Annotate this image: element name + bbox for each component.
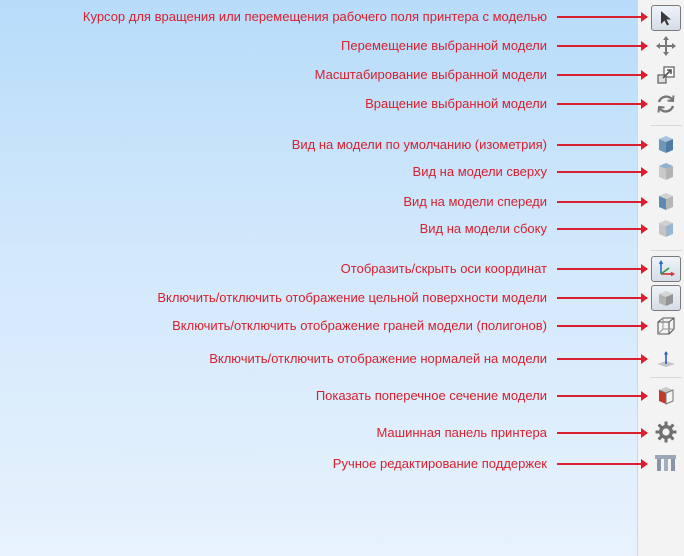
annotation-arrow xyxy=(557,228,647,230)
annotation-arrow xyxy=(557,358,647,360)
annotation-move: Перемещение выбранной модели xyxy=(341,38,547,53)
annotation-arrow xyxy=(557,432,647,434)
cursor-icon xyxy=(657,9,675,27)
normals-icon xyxy=(655,348,677,370)
annotation-cross-section: Показать поперечное сечение модели xyxy=(315,388,547,403)
toolbar-separator xyxy=(650,125,682,126)
gear-icon xyxy=(654,420,678,444)
cross-section-button[interactable] xyxy=(651,382,681,408)
supports-button[interactable] xyxy=(651,450,681,476)
annotation-arrow xyxy=(557,201,647,203)
annotation-view-iso: Вид на модели по умолчанию (изометрия) xyxy=(291,137,547,152)
view-side-button[interactable] xyxy=(651,215,681,241)
annotation-view-side: Вид на модели сбоку xyxy=(419,221,547,236)
view-top-cube-icon xyxy=(655,160,677,182)
annotation-view-front: Вид на модели спереди xyxy=(403,194,547,209)
view-iso-cube-icon xyxy=(655,133,677,155)
annotation-scale: Масштабирование выбранной модели xyxy=(314,67,547,82)
annotation-arrow xyxy=(557,325,647,327)
annotation-arrow xyxy=(557,297,647,299)
annotation-rotate: Вращение выбранной модели xyxy=(365,96,547,111)
axes-icon xyxy=(656,259,676,279)
annotation-printer-panel: Машинная панель принтера xyxy=(376,425,547,440)
view-iso-button[interactable] xyxy=(651,131,681,157)
supports-icon xyxy=(654,452,678,474)
view-side-cube-icon xyxy=(655,217,677,239)
annotation-arrow xyxy=(557,74,647,76)
annotation-arrow xyxy=(557,16,647,18)
rotate-icon xyxy=(654,92,678,116)
annotation-arrow xyxy=(557,395,647,397)
solid-surface-button[interactable] xyxy=(651,285,681,311)
annotation-arrow xyxy=(557,103,647,105)
annotation-arrow xyxy=(557,171,647,173)
scale-icon xyxy=(655,64,677,86)
annotation-supports: Ручное редактирование поддержек xyxy=(332,456,547,471)
annotation-axes: Отобразить/скрыть оси координат xyxy=(340,261,547,276)
scale-button[interactable] xyxy=(651,62,681,88)
rotate-button[interactable] xyxy=(651,91,681,117)
view-top-button[interactable] xyxy=(651,158,681,184)
move-button[interactable] xyxy=(651,33,681,59)
annotation-arrow xyxy=(557,45,647,47)
cursor-button[interactable] xyxy=(651,5,681,31)
toolbar-separator xyxy=(650,250,682,251)
view-front-cube-icon xyxy=(655,190,677,212)
annotation-arrow xyxy=(557,268,647,270)
annotation-solid: Включить/отключить отображение цельной поверхности модели xyxy=(157,290,547,305)
annotation-normals: Включить/отключить отображение нормалей на модели xyxy=(209,351,547,366)
annotation-cursor: Курсор для вращения или перемещения рабочего поля принтера с моделью xyxy=(82,9,547,24)
annotation-arrow xyxy=(557,144,647,146)
solid-surface-icon xyxy=(656,288,676,308)
annotation-arrow xyxy=(557,463,647,465)
toolbar-separator xyxy=(650,377,682,378)
normals-button[interactable] xyxy=(651,346,681,372)
axes-button[interactable] xyxy=(651,256,681,282)
wireframe-icon xyxy=(655,315,677,337)
annotation-wireframe: Включить/отключить отображение граней модели (полигонов) xyxy=(172,318,547,333)
cross-section-icon xyxy=(655,384,677,406)
wireframe-button[interactable] xyxy=(651,313,681,339)
move-icon xyxy=(655,35,677,57)
annotation-view-top: Вид на модели сверху xyxy=(412,164,547,179)
view-front-button[interactable] xyxy=(651,188,681,214)
printer-panel-button[interactable] xyxy=(651,419,681,445)
